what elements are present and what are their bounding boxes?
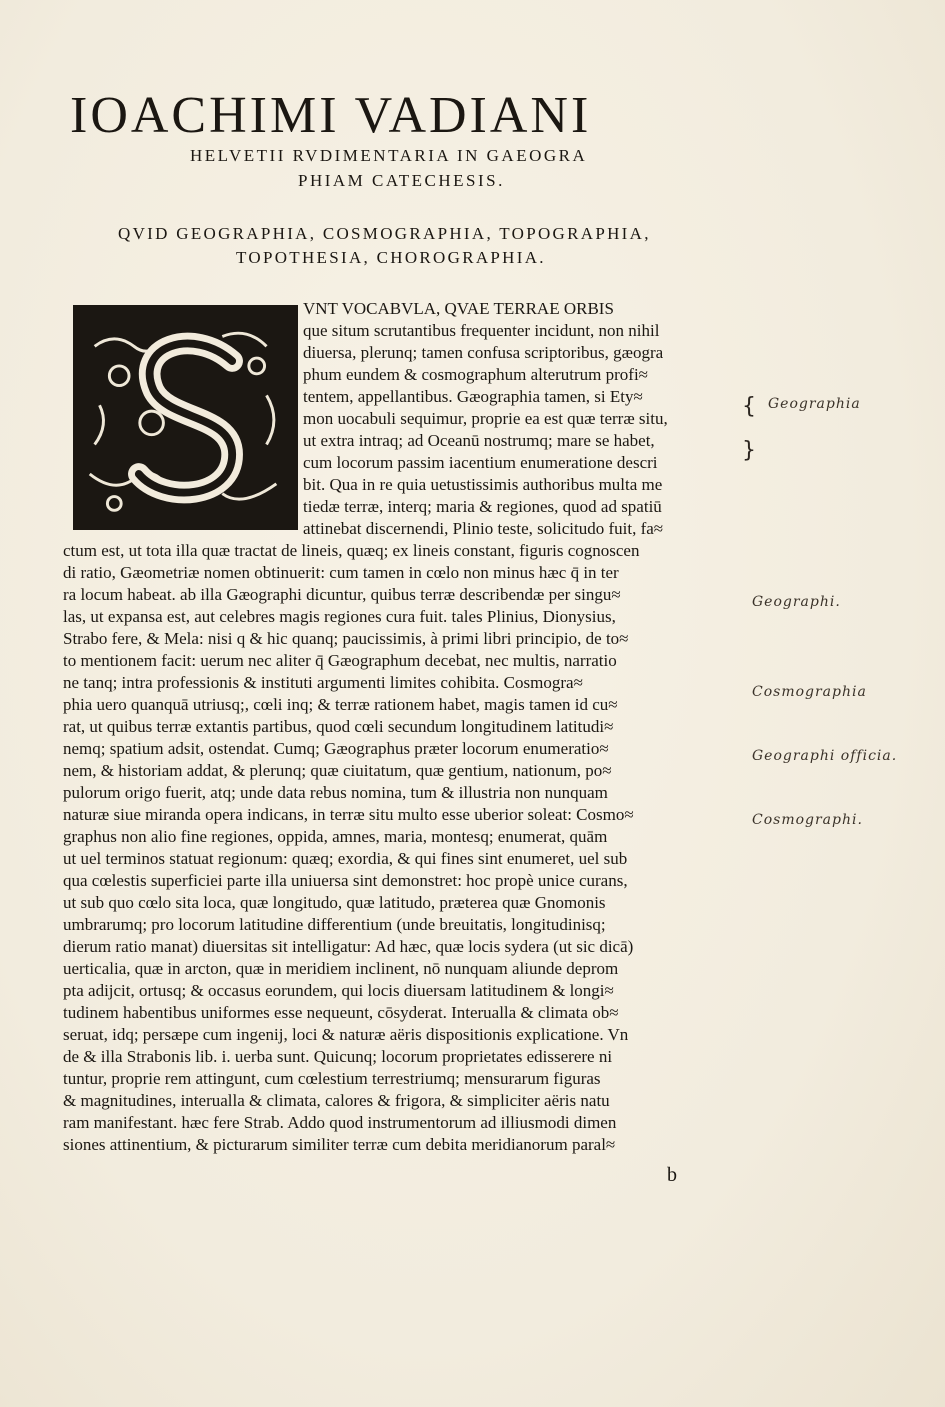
text-line: cum locorum passim iacentium enumeratione descri [303, 453, 658, 472]
text-line: tuntur, proprie rem attingunt, cum cœlestium terrestriumq; mensurarum figuras [63, 1069, 601, 1088]
text-line: ram manifestant. hæc fere Strab. Addo quod instrumentorum ad illiusmodi dimen [63, 1113, 617, 1132]
text-line: seruat, idq; persæpe cum ingenij, loci & naturæ aëris dispositionis explicatione. Vn [63, 1025, 629, 1044]
section-heading-line-1: QVID GEOGRAPHIA, COSMOGRAPHIA, TOPOGRAPHIA, [118, 224, 651, 243]
text-line: to mentionem facit: uerum nec aliter q̄ Gæographum decebat, nec multis, narratio [63, 651, 617, 670]
woodcut-initial-s [75, 307, 296, 528]
text-line: nem, & historiam addat, & plerunq; quæ ciuitatum, quæ gentium, nationum, po≈ [63, 761, 612, 780]
text-line: attinebat discernendi, Plinio teste, solicitudo fuit, fa≈ [303, 519, 664, 538]
text-line: Strabo fere, & Mela: nisi q & hic quanq; paucissimis, à primi libri principio, de to≈ [63, 629, 629, 648]
text-line: ut sub quo cœlo sita loca, quæ longitudo, quæ latitudo, præterea quæ Gnomonis [63, 893, 606, 912]
text-line: nemq; spatium adsit, ostendat. Cumq; Gæographus præter locorum enumeratio≈ [63, 739, 609, 758]
text-line: naturæ siue miranda opera indicans, in terræ situ multo esse uberior soleat: Cosmo≈ [63, 805, 634, 824]
text-line: siones attinentium, & picturarum similiter terræ cum debita meridianorum paral≈ [63, 1135, 616, 1154]
text-line: uerticalia, quæ in arcton, quæ in meridiem inclinent, nō nunquam aliunde deprom [63, 959, 619, 978]
subtitle-line-1: HELVETII RVDIMENTARIA IN GAEOGRA [190, 146, 588, 165]
text-line: & magnitudines, interualla & climata, calores & frigora, & simpliciter aëris natu [63, 1091, 610, 1110]
text-line: ut uel terminos statuat regionum: quæq; exordia, & qui fines sint enumeret, uel sub [63, 849, 628, 868]
margin-note: Geographi officia. [752, 748, 898, 764]
text-line: pta adijcit, ortusq; & occasus eorundem, qui locis diuersam latitudinem & longi≈ [63, 981, 614, 1000]
text-line: diuersa, plerunq; tamen confusa scriptoribus, gæogra [303, 343, 664, 362]
text-line: rat, ut quibus terræ extantis partibus, quod cœli secundum longitudinem latitudi≈ [63, 717, 614, 736]
subtitle-line-2: PHIAM CATECHESIS. [298, 171, 505, 190]
text-line: tiedæ terræ, interq; maria & regiones, quod ad spatiū [303, 497, 662, 516]
text-line: di ratio, Gæometriæ nomen obtinuerit: cum tamen in cœlo non minus hæc q̄ in ter [63, 563, 619, 582]
section-heading-line-2: TOPOTHESIA, CHOROGRAPHIA. [236, 248, 546, 267]
text-line: las, ut expansa est, aut celebres magis regiones cura fuit. tales Plinius, Dionysius, [63, 607, 616, 626]
text-line: bit. Qua in re quia uetustissimis authoribus multa me [303, 475, 663, 494]
text-line: phum eundem & cosmographum alterutrum profi≈ [303, 365, 649, 384]
margin-note: Geographia [768, 396, 861, 412]
text-line: umbrarumq; pro locorum latitudine differentium (unde breuitatis, longitudinisq; [63, 915, 606, 934]
signature-mark: b [667, 1164, 677, 1186]
text-line: pulorum origo fuerit, atq; unde data rebus nomina, tum & illustria non nunquam [63, 783, 608, 802]
text-line: tudinem habentibus uniformes esse nequeunt, cōsyderat. Interualla & climata ob≈ [63, 1003, 619, 1022]
text-line: ctum est, ut tota illa quæ tractat de lineis, quæq; ex lineis constant, figuris cognoscen [63, 541, 640, 560]
margin-bracket: } [742, 438, 756, 463]
text-line: ra locum habeat. ab illa Gæographi dicuntur, quibus terræ describendæ per singu≈ [63, 585, 621, 604]
margin-note: Geographi. [752, 594, 841, 610]
text-line: graphus non alio fine regiones, oppida, amnes, maria, montesq; enumerat, quām [63, 827, 608, 846]
text-line: VNT VOCABVLA, QVAE TERRAE ORBIS [303, 299, 614, 318]
margin-note: Cosmographi. [752, 812, 863, 828]
margin-note: Cosmographia [752, 684, 867, 700]
text-line: mon uocabuli sequimur, proprie ea est quæ terræ situ, [303, 409, 668, 428]
text-line: phia uero quanquā utriusq;, cœli inq; & terræ rationem habet, magis tamen id cu≈ [63, 695, 618, 714]
text-line: qua cœlestis superficiei parte illa uniuersa sint demonstret: hoc propè unice curans, [63, 871, 628, 890]
text-line: que situm scrutantibus frequenter incidunt, non nihil [303, 321, 660, 340]
text-line: dierum ratio manat) diuersitas sit intelligatur: Ad hæc, quæ locis sydera (ut sic dicā) [63, 937, 634, 956]
text-line: ne tanq; intra professionis & instituti argumenti limites cohibita. Cosmogra≈ [63, 673, 583, 692]
page-title: IOACHIMI VADIANI [70, 87, 592, 144]
text-line: tentem, appellantibus. Gæographia tamen, si Ety≈ [303, 387, 643, 406]
margin-bracket: { [742, 394, 756, 419]
text-line: de & illa Strabonis lib. i. uerba sunt. Quicunq; locorum proprietates edisserere ni [63, 1047, 613, 1066]
decorated-initial [73, 305, 298, 530]
text-line: ut extra intraq; ad Oceanū nostrumq; mare se habet, [303, 431, 655, 450]
